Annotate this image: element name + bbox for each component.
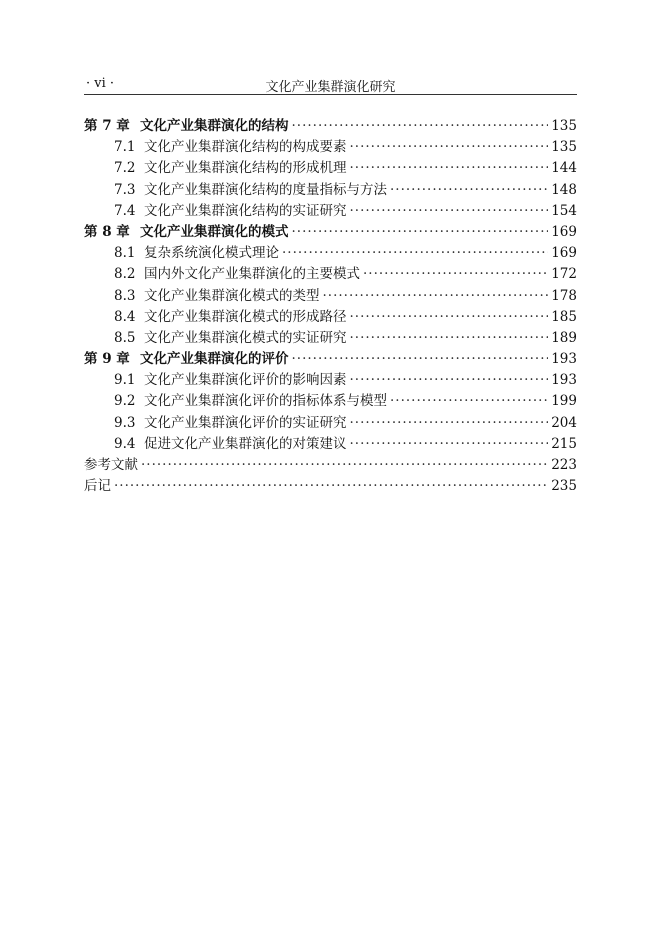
dot-leader bbox=[141, 455, 548, 476]
toc-entry-page-number: 235 bbox=[551, 478, 577, 495]
dot-leader bbox=[323, 286, 549, 307]
toc-section-entry[interactable] bbox=[84, 137, 577, 158]
toc-entry-title: 促进文化产业集群演化的对策建议 bbox=[144, 435, 347, 452]
toc-entry-page-number: 193 bbox=[551, 351, 577, 368]
toc-entry-number: 8.4 bbox=[114, 308, 136, 325]
dot-leader bbox=[350, 158, 549, 179]
toc-section-entry[interactable] bbox=[84, 307, 577, 328]
running-header bbox=[84, 72, 577, 95]
toc-entry[interactable] bbox=[84, 455, 577, 476]
toc-entry-number: 7.3 bbox=[114, 181, 136, 198]
toc-entry-title: 后记 bbox=[84, 478, 111, 495]
dot-leader bbox=[350, 137, 549, 158]
toc-entry-number: 8.5 bbox=[114, 329, 136, 346]
dot-leader bbox=[350, 370, 549, 391]
toc-entry-title: 文化产业集群演化评价的影响因素 bbox=[144, 372, 347, 389]
toc-chapter-entry[interactable] bbox=[84, 116, 577, 137]
toc-section-entry[interactable] bbox=[84, 158, 577, 179]
toc-entry-title: 文化产业集群演化评价的指标体系与模型 bbox=[144, 393, 387, 410]
toc-entry-page-number: 144 bbox=[551, 160, 577, 177]
dot-leader bbox=[282, 243, 548, 264]
toc-entry-page-number: 148 bbox=[551, 181, 577, 198]
toc-entry-title: 文化产业集群演化结构的度量指标与方法 bbox=[144, 181, 387, 198]
toc-entry-page-number: 169 bbox=[551, 223, 577, 240]
toc-entry-number: 第 9 章 bbox=[84, 351, 130, 368]
dot-leader bbox=[363, 264, 548, 285]
toc-entry-page-number: 199 bbox=[551, 393, 577, 410]
toc-entry-number: 9.1 bbox=[114, 372, 136, 389]
dot-leader bbox=[350, 434, 549, 455]
toc-entry-title: 文化产业集群演化的模式 bbox=[140, 223, 289, 240]
toc-entry-number: 8.3 bbox=[114, 287, 136, 304]
toc-section-entry[interactable] bbox=[84, 264, 577, 285]
toc-entry-page-number: 204 bbox=[551, 414, 577, 431]
toc-section-entry[interactable] bbox=[84, 391, 577, 412]
dot-leader bbox=[350, 201, 549, 222]
toc-entry-page-number: 169 bbox=[551, 245, 577, 262]
toc-entry-page-number: 135 bbox=[551, 139, 577, 156]
header-book-title: 文化产业集群演化研究 bbox=[265, 80, 396, 95]
toc-entry-page-number: 193 bbox=[551, 372, 577, 389]
toc-section-entry[interactable] bbox=[84, 286, 577, 307]
toc-entry-title: 复杂系统演化模式理论 bbox=[144, 245, 279, 262]
toc-section-entry[interactable] bbox=[84, 201, 577, 222]
toc-entry-title: 文化产业集群演化结构的形成机理 bbox=[144, 160, 347, 177]
toc-entry-title: 文化产业集群演化的结构 bbox=[140, 118, 289, 134]
toc-entry-number: 7.1 bbox=[114, 139, 136, 156]
toc-entry-number: 9.4 bbox=[114, 435, 136, 452]
toc-entry-title: 文化产业集群演化模式的实证研究 bbox=[144, 329, 347, 346]
dot-leader bbox=[350, 328, 549, 349]
toc-entry-title: 文化产业集群演化结构的构成要素 bbox=[144, 139, 347, 156]
toc-entry-number: 第 7 章 bbox=[84, 118, 130, 134]
toc-entry-number: 8.1 bbox=[114, 245, 136, 262]
toc-entry-title: 国内外文化产业集群演化的主要模式 bbox=[144, 266, 360, 283]
toc-entry-title: 文化产业集群演化模式的形成路径 bbox=[144, 308, 347, 325]
dot-leader bbox=[350, 307, 549, 328]
toc-entry-page-number: 223 bbox=[551, 457, 577, 473]
toc-entry-number: 7.2 bbox=[114, 160, 136, 177]
toc-section-entry[interactable] bbox=[84, 180, 577, 201]
dot-leader bbox=[292, 222, 549, 243]
toc-entry-title: 文化产业集群演化模式的类型 bbox=[144, 287, 320, 304]
toc-entry-title: 参考文献 bbox=[84, 457, 138, 473]
header-page-number: · vi · bbox=[86, 76, 115, 91]
toc-entry-page-number: 215 bbox=[551, 435, 577, 452]
toc-entry[interactable] bbox=[84, 476, 577, 497]
toc-entry-number: 8.2 bbox=[114, 266, 136, 283]
toc-section-entry[interactable] bbox=[84, 370, 577, 391]
dot-leader bbox=[114, 476, 548, 497]
toc-section-entry[interactable] bbox=[84, 434, 577, 455]
toc-chapter-entry[interactable] bbox=[84, 222, 577, 243]
toc-entry-title: 文化产业集群演化结构的实证研究 bbox=[144, 202, 347, 219]
toc-entry-page-number: 185 bbox=[551, 308, 577, 325]
toc-entry-page-number: 154 bbox=[551, 202, 577, 219]
toc-section-entry[interactable] bbox=[84, 328, 577, 349]
toc-entry-number: 9.2 bbox=[114, 393, 136, 410]
toc-entry-page-number: 135 bbox=[551, 118, 577, 134]
toc-section-entry[interactable] bbox=[84, 243, 577, 264]
dot-leader bbox=[292, 116, 549, 137]
dot-leader bbox=[390, 391, 548, 412]
toc-entry-page-number: 189 bbox=[551, 329, 577, 346]
dot-leader bbox=[350, 413, 549, 434]
toc-chapter-entry[interactable] bbox=[84, 349, 577, 370]
toc-entry-number: 9.3 bbox=[114, 414, 136, 431]
toc-entry-number: 第 8 章 bbox=[84, 223, 130, 240]
toc-entry-title: 文化产业集群演化的评价 bbox=[140, 351, 289, 368]
toc-entry-page-number: 172 bbox=[551, 266, 577, 283]
toc-entry-page-number: 178 bbox=[551, 287, 577, 304]
toc-entry-title: 文化产业集群演化评价的实证研究 bbox=[144, 414, 347, 431]
dot-leader bbox=[292, 349, 549, 370]
table-of-contents bbox=[84, 116, 577, 497]
toc-section-entry[interactable] bbox=[84, 413, 577, 434]
toc-entry-number: 7.4 bbox=[114, 202, 136, 219]
dot-leader bbox=[390, 180, 548, 201]
